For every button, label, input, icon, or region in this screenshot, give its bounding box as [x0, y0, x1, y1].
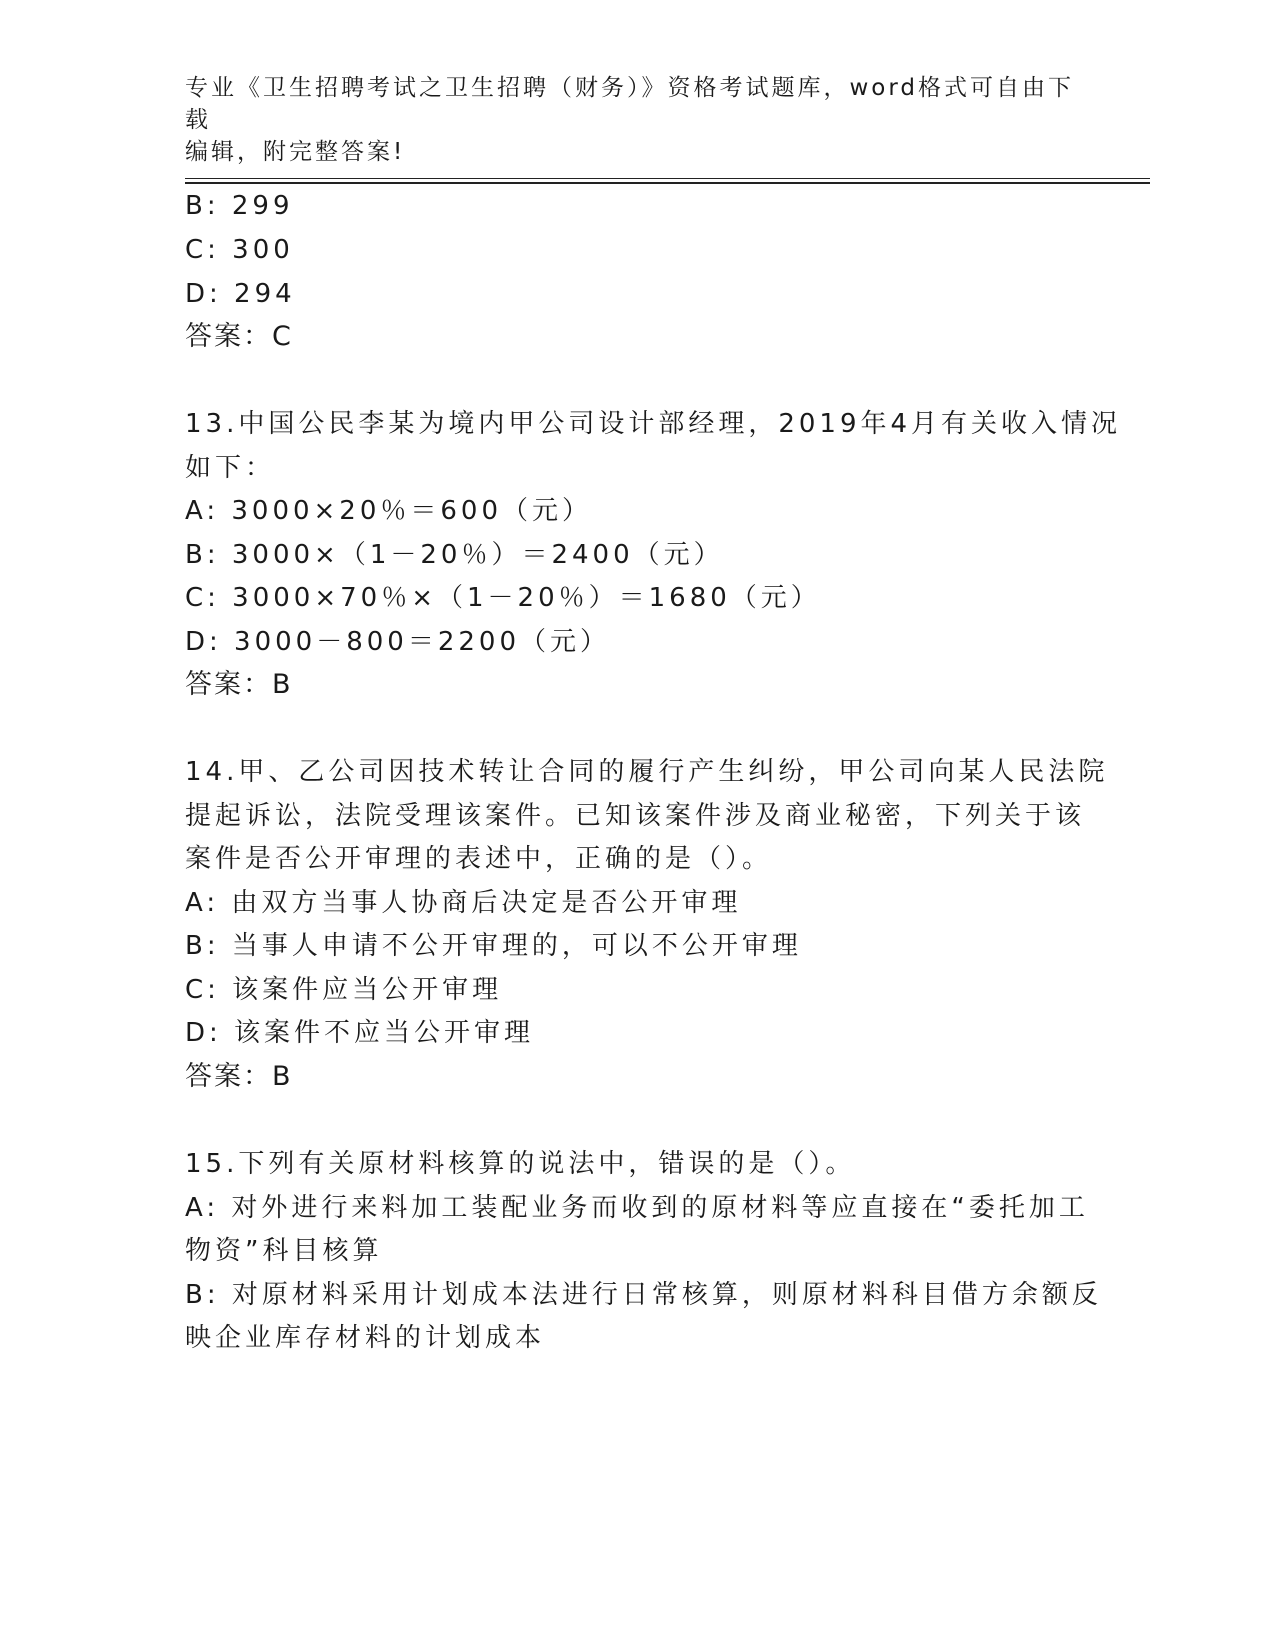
header-divider-thin [185, 178, 1150, 179]
question-14-stem-1: 14.甲、乙公司因技术转让合同的履行产生纠纷，甲公司向某人民法院 [185, 757, 1109, 787]
question-14-stem-3: 案件是否公开审理的表述中，正确的是（）。 [185, 844, 773, 874]
question-13-option-c: C: 3000×70％×（1－20％）＝1680（元） [185, 583, 821, 613]
question-14-option-c: C: 该案件应当公开审理 [185, 975, 503, 1005]
question-14-option-d: D: 该案件不应当公开审理 [185, 1018, 535, 1048]
document-header [185, 72, 1085, 168]
question-13-option-a: A: 3000×20％＝600（元） [185, 496, 593, 526]
question-15-option-a-cont: 物资”科目核算 [185, 1236, 383, 1266]
header-divider-thick [185, 182, 1150, 184]
question-13-option-d: D: 3000－800＝2200（元） [185, 627, 611, 657]
question-13-stem-1: 13.中国公民李某为境内甲公司设计部经理，2019年4月有关收入情况 [185, 409, 1122, 439]
question-13-stem-2: 如下： [185, 453, 276, 483]
question-14-stem-2: 提起诉讼，法院受理该案件。已知该案件涉及商业秘密，下列关于该 [185, 801, 1086, 831]
question-13-answer: 答案：B [185, 669, 293, 700]
question-14-option-a: A: 由双方当事人协商后决定是否公开审理 [185, 888, 742, 918]
question-14-option-b: B: 当事人申请不公开审理的，可以不公开审理 [185, 931, 802, 961]
question-15-option-a: A: 对外进行来料加工装配业务而收到的原材料等应直接在“委托加工 [185, 1193, 1089, 1223]
option-b: B: 299 [185, 191, 294, 221]
header-line-2: 编辑，附完整答案! [185, 139, 406, 165]
question-15-option-b-cont: 映企业库存材料的计划成本 [185, 1323, 546, 1353]
question-15-option-b: B: 对原材料采用计划成本法进行日常核算，则原材料科目借方余额反 [185, 1280, 1102, 1310]
question-14-answer: 答案：B [185, 1061, 293, 1092]
option-c: C: 300 [185, 235, 294, 265]
option-d: D: 294 [185, 279, 296, 309]
question-15-stem-1: 15.下列有关原材料核算的说法中，错误的是（）。 [185, 1149, 856, 1179]
answer-line: 答案：C [185, 321, 293, 352]
header-line-1: 专业《卫生招聘考试之卫生招聘（财务）》资格考试题库，word格式可自由下载 [185, 75, 1075, 133]
question-13-option-b: B: 3000×（1－20％）＝2400（元） [185, 540, 724, 570]
